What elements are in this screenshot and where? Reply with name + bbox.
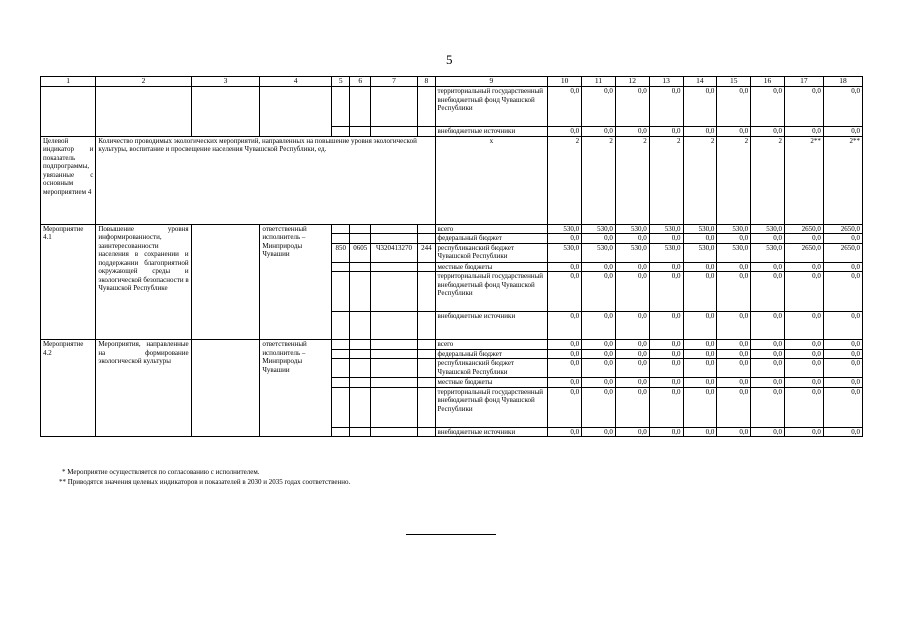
- code-cell: [418, 224, 435, 234]
- empty-cell: [41, 87, 96, 137]
- value-cell: 0,0: [649, 312, 683, 340]
- value-cell: 0,0: [683, 340, 717, 350]
- funding-source-cell: местные бюджеты: [435, 378, 548, 388]
- value-cell: 0,0: [823, 359, 862, 378]
- empty-cell: [332, 127, 350, 137]
- code-cell: [332, 378, 350, 388]
- value-cell: 0,0: [751, 427, 785, 437]
- col-header: 4: [260, 77, 332, 87]
- value-cell: 0,0: [683, 87, 717, 127]
- value-cell: 0,0: [683, 234, 717, 244]
- measure-executor: ответственный исполнитель – Минприроды Чувашии: [260, 224, 332, 340]
- code-cell: [350, 340, 370, 350]
- value-cell: 0,0: [649, 349, 683, 359]
- value-cell: 0,0: [717, 312, 751, 340]
- empty-cell: [332, 87, 350, 127]
- value-cell: 0,0: [615, 349, 649, 359]
- value-cell: 0,0: [615, 312, 649, 340]
- code-cell: [332, 312, 350, 340]
- value-cell: 0,0: [683, 387, 717, 427]
- value-cell: 0,0: [784, 340, 823, 350]
- empty-cell: [191, 224, 260, 340]
- value-cell: 0,0: [823, 272, 862, 312]
- col-header: 2: [96, 77, 191, 87]
- value-cell: 0,0: [784, 387, 823, 427]
- value-cell: 0,0: [751, 262, 785, 272]
- value-cell: 0,0: [784, 262, 823, 272]
- program-table: [40, 76, 863, 437]
- funding-source-cell: внебюджетные источники: [435, 127, 548, 137]
- code-cell: [332, 427, 350, 437]
- value-cell: 0,0: [615, 340, 649, 350]
- code-cell: [418, 359, 435, 378]
- value-cell: 0,0: [615, 427, 649, 437]
- funding-source-cell: территориальный государственный внебюджетный фонд Чувашской Республики: [435, 387, 548, 427]
- value-cell: 0,0: [582, 234, 616, 244]
- value-cell: 0,0: [548, 378, 582, 388]
- code-cell: [350, 224, 370, 234]
- value-cell: 0,0: [548, 359, 582, 378]
- value-cell: 0,0: [823, 262, 862, 272]
- measure-executor: ответственный исполнитель – Минприроды Чувашии: [260, 340, 332, 437]
- col-header: 1: [41, 77, 96, 87]
- empty-cell: [191, 340, 260, 437]
- col-header: 7: [370, 77, 417, 87]
- code-cell: [350, 387, 370, 427]
- table-row: [41, 224, 863, 234]
- value-cell: 0,0: [823, 87, 862, 127]
- value-cell: 0,0: [548, 272, 582, 312]
- value-cell: 0,0: [751, 340, 785, 350]
- value-cell: 0,0: [823, 349, 862, 359]
- code-cell: [332, 262, 350, 272]
- value-cell: 0,0: [548, 387, 582, 427]
- footnote: ** Приводятся значения целевых индикаторов и показателей в 2030 и 2035 годах соответственно.: [59, 478, 351, 486]
- value-cell: 530,0: [683, 224, 717, 234]
- value-cell: 0,0: [649, 262, 683, 272]
- value-cell: 2: [717, 136, 751, 224]
- code-cell: [370, 262, 417, 272]
- value-cell: 0,0: [823, 127, 862, 137]
- funding-source-cell: республиканский бюджет Чувашской Республики: [435, 243, 548, 262]
- indicator-text: Количество проводимых экологических мероприятий, направленных на повышение уровня экологической культуры, воспитание и просвещение населения Чувашской Республики, ед.: [96, 136, 435, 224]
- code-cell: [350, 234, 370, 244]
- value-cell: 2**: [784, 136, 823, 224]
- value-cell: 530,0: [615, 243, 649, 262]
- value-cell: 0,0: [548, 87, 582, 127]
- value-cell: 0,0: [548, 262, 582, 272]
- value-cell: 0,0: [823, 234, 862, 244]
- col-header: 13: [649, 77, 683, 87]
- bottom-rule: [406, 534, 496, 535]
- value-cell: 0,0: [615, 127, 649, 137]
- code-cell: [350, 378, 370, 388]
- value-cell: 530,0: [649, 224, 683, 234]
- code-cell: [418, 234, 435, 244]
- code-cell: [370, 349, 417, 359]
- value-cell: 0,0: [717, 262, 751, 272]
- col-header: 9: [435, 77, 548, 87]
- value-cell: 0,0: [649, 272, 683, 312]
- code-cell: Ч320413270: [370, 243, 417, 262]
- footnote: * Мероприятие осуществляется по согласованию с исполнителем.: [62, 468, 260, 476]
- value-cell: 0,0: [649, 340, 683, 350]
- column-number-row: [41, 77, 863, 87]
- value-cell: 0,0: [548, 427, 582, 437]
- code-cell: [370, 359, 417, 378]
- value-cell: 0,0: [615, 272, 649, 312]
- value-cell: 0,0: [548, 234, 582, 244]
- empty-cell: [260, 87, 332, 137]
- value-cell: 0,0: [649, 378, 683, 388]
- value-cell: 0,0: [548, 340, 582, 350]
- value-cell: 0,0: [548, 349, 582, 359]
- value-cell: 0,0: [649, 359, 683, 378]
- value-cell: 0,0: [823, 387, 862, 427]
- value-cell: 0,0: [582, 340, 616, 350]
- value-cell: 0,0: [649, 127, 683, 137]
- col-header: 10: [548, 77, 582, 87]
- value-cell: 0,0: [582, 262, 616, 272]
- code-cell: 850: [332, 243, 350, 262]
- col-header: 18: [823, 77, 862, 87]
- code-cell: [370, 387, 417, 427]
- code-cell: [350, 262, 370, 272]
- value-cell: 0,0: [717, 87, 751, 127]
- value-cell: 530,0: [751, 224, 785, 234]
- code-cell: 0605: [350, 243, 370, 262]
- value-cell: 530,0: [548, 243, 582, 262]
- value-cell: 0,0: [683, 312, 717, 340]
- code-cell: [418, 340, 435, 350]
- value-cell: 0,0: [751, 378, 785, 388]
- value-cell: 0,0: [784, 234, 823, 244]
- funding-source-cell: территориальный государственный внебюджетный фонд Чувашской Республики: [435, 272, 548, 312]
- value-cell: 530,0: [582, 224, 616, 234]
- value-cell: 0,0: [751, 234, 785, 244]
- code-cell: [418, 349, 435, 359]
- value-cell: 0,0: [751, 312, 785, 340]
- value-cell: 2: [751, 136, 785, 224]
- value-cell: 0,0: [717, 234, 751, 244]
- measure-name: Мероприятия, направленные на формирование экологической культуры: [96, 340, 191, 437]
- indicator-label: Целевой индикатор и показатель подпрограммы, увязанные с основным мероприятием 4: [41, 136, 96, 224]
- value-cell: 0,0: [683, 349, 717, 359]
- col-header: 12: [615, 77, 649, 87]
- col-header: 3: [191, 77, 260, 87]
- code-cell: [418, 272, 435, 312]
- col-header: 15: [717, 77, 751, 87]
- code-cell: [332, 340, 350, 350]
- value-cell: 2: [548, 136, 582, 224]
- value-cell: 2650,0: [784, 224, 823, 234]
- funding-source-cell: всего: [435, 224, 548, 234]
- value-cell: 2: [615, 136, 649, 224]
- value-cell: 0,0: [717, 272, 751, 312]
- value-cell: 0,0: [683, 262, 717, 272]
- code-cell: [370, 224, 417, 234]
- funding-source-cell: федеральный бюджет: [435, 349, 548, 359]
- code-cell: [370, 378, 417, 388]
- value-cell: 0,0: [582, 427, 616, 437]
- value-cell: 0,0: [582, 387, 616, 427]
- empty-cell: [370, 127, 417, 137]
- funding-source-cell: местные бюджеты: [435, 262, 548, 272]
- empty-cell: [418, 127, 435, 137]
- code-cell: [332, 272, 350, 312]
- empty-cell: [350, 87, 370, 127]
- col-header: 16: [751, 77, 785, 87]
- funding-source-cell: территориальный государственный внебюджетный фонд Чувашской Республики: [435, 87, 548, 127]
- code-cell: [350, 349, 370, 359]
- code-cell: [332, 359, 350, 378]
- value-cell: 2**: [823, 136, 862, 224]
- measure-label: Мероприятие 4.1: [41, 224, 96, 340]
- empty-cell: [370, 87, 417, 127]
- value-cell: 2650,0: [823, 243, 862, 262]
- value-cell: 0,0: [582, 127, 616, 137]
- funding-source-cell: федеральный бюджет: [435, 234, 548, 244]
- code-cell: [350, 359, 370, 378]
- value-cell: 0,0: [683, 427, 717, 437]
- empty-cell: [191, 87, 260, 137]
- code-cell: [418, 262, 435, 272]
- value-cell: 0,0: [751, 359, 785, 378]
- value-cell: 0,0: [582, 359, 616, 378]
- value-cell: 0,0: [717, 340, 751, 350]
- empty-cell: [350, 127, 370, 137]
- code-cell: [418, 378, 435, 388]
- value-cell: 530,0: [615, 224, 649, 234]
- value-cell: 0,0: [683, 127, 717, 137]
- value-cell: 0,0: [784, 349, 823, 359]
- code-cell: [370, 272, 417, 312]
- code-cell: [418, 387, 435, 427]
- value-cell: 0,0: [823, 427, 862, 437]
- empty-cell: [96, 87, 191, 137]
- value-cell: 0,0: [582, 312, 616, 340]
- value-cell: 0,0: [683, 378, 717, 388]
- code-cell: [332, 387, 350, 427]
- value-cell: 0,0: [615, 378, 649, 388]
- value-cell: 0,0: [751, 349, 785, 359]
- code-cell: [332, 234, 350, 244]
- value-cell: 0,0: [649, 387, 683, 427]
- code-cell: [350, 312, 370, 340]
- value-cell: 0,0: [582, 272, 616, 312]
- value-cell: 530,0: [683, 243, 717, 262]
- col-header: 14: [683, 77, 717, 87]
- col-header: 5: [332, 77, 350, 87]
- value-cell: 0,0: [751, 387, 785, 427]
- value-cell: 0,0: [615, 234, 649, 244]
- value-cell: 0,0: [615, 87, 649, 127]
- value-cell: 2: [683, 136, 717, 224]
- value-cell: 0,0: [717, 359, 751, 378]
- value-cell: 0,0: [649, 234, 683, 244]
- value-cell: 0,0: [751, 272, 785, 312]
- value-cell: 0,0: [548, 127, 582, 137]
- value-cell: 0,0: [717, 387, 751, 427]
- value-cell: 0,0: [582, 349, 616, 359]
- value-cell: 530,0: [548, 224, 582, 234]
- value-cell: 0,0: [717, 349, 751, 359]
- value-cell: 0,0: [784, 272, 823, 312]
- value-cell: 0,0: [784, 427, 823, 437]
- value-cell: 0,0: [784, 127, 823, 137]
- code-cell: [370, 312, 417, 340]
- value-cell: 0,0: [784, 87, 823, 127]
- value-cell: 530,0: [582, 243, 616, 262]
- col-header: 6: [350, 77, 370, 87]
- value-cell: 0,0: [784, 359, 823, 378]
- funding-source-cell: внебюджетные источники: [435, 312, 548, 340]
- value-cell: 0,0: [717, 378, 751, 388]
- code-cell: [332, 224, 350, 234]
- code-cell: [370, 427, 417, 437]
- value-cell: 0,0: [717, 127, 751, 137]
- indicator-source: х: [435, 136, 548, 224]
- code-cell: [370, 340, 417, 350]
- footnotes: [59, 467, 351, 487]
- funding-source-cell: всего: [435, 340, 548, 350]
- value-cell: 0,0: [615, 359, 649, 378]
- value-cell: 0,0: [582, 87, 616, 127]
- value-cell: 0,0: [548, 312, 582, 340]
- code-cell: [350, 427, 370, 437]
- code-cell: [370, 234, 417, 244]
- value-cell: 0,0: [751, 127, 785, 137]
- value-cell: 0,0: [649, 87, 683, 127]
- value-cell: 530,0: [717, 243, 751, 262]
- value-cell: 530,0: [751, 243, 785, 262]
- page-number: 5: [446, 52, 453, 67]
- value-cell: 0,0: [582, 378, 616, 388]
- value-cell: 530,0: [717, 224, 751, 234]
- value-cell: 0,0: [615, 387, 649, 427]
- funding-source-cell: республиканский бюджет Чувашской Республики: [435, 359, 548, 378]
- value-cell: 0,0: [683, 359, 717, 378]
- funding-source-cell: внебюджетные источники: [435, 427, 548, 437]
- value-cell: 0,0: [784, 378, 823, 388]
- value-cell: 0,0: [823, 340, 862, 350]
- code-cell: [418, 427, 435, 437]
- code-cell: [332, 349, 350, 359]
- table-row: [41, 136, 863, 224]
- value-cell: 0,0: [751, 87, 785, 127]
- empty-cell: [418, 87, 435, 127]
- measure-label: Мероприятие 4.2: [41, 340, 96, 437]
- value-cell: 0,0: [649, 427, 683, 437]
- value-cell: 2650,0: [784, 243, 823, 262]
- code-cell: 244: [418, 243, 435, 262]
- value-cell: 0,0: [784, 312, 823, 340]
- value-cell: 2: [582, 136, 616, 224]
- value-cell: 0,0: [823, 312, 862, 340]
- col-header: 17: [784, 77, 823, 87]
- value-cell: 0,0: [717, 427, 751, 437]
- col-header: 11: [582, 77, 616, 87]
- value-cell: 2: [649, 136, 683, 224]
- value-cell: 530,0: [649, 243, 683, 262]
- value-cell: 0,0: [615, 262, 649, 272]
- value-cell: 2650,0: [823, 224, 862, 234]
- code-cell: [418, 312, 435, 340]
- table-row: [41, 87, 863, 127]
- value-cell: 0,0: [683, 272, 717, 312]
- code-cell: [350, 272, 370, 312]
- measure-name: Повышение уровня информированности, заинтересованности населения в сохранении и поддержании благоприятной окружающей среды и экологической безопасности в Чувашской Республике: [96, 224, 191, 340]
- col-header: 8: [418, 77, 435, 87]
- table-row: [41, 340, 863, 350]
- value-cell: 0,0: [823, 378, 862, 388]
